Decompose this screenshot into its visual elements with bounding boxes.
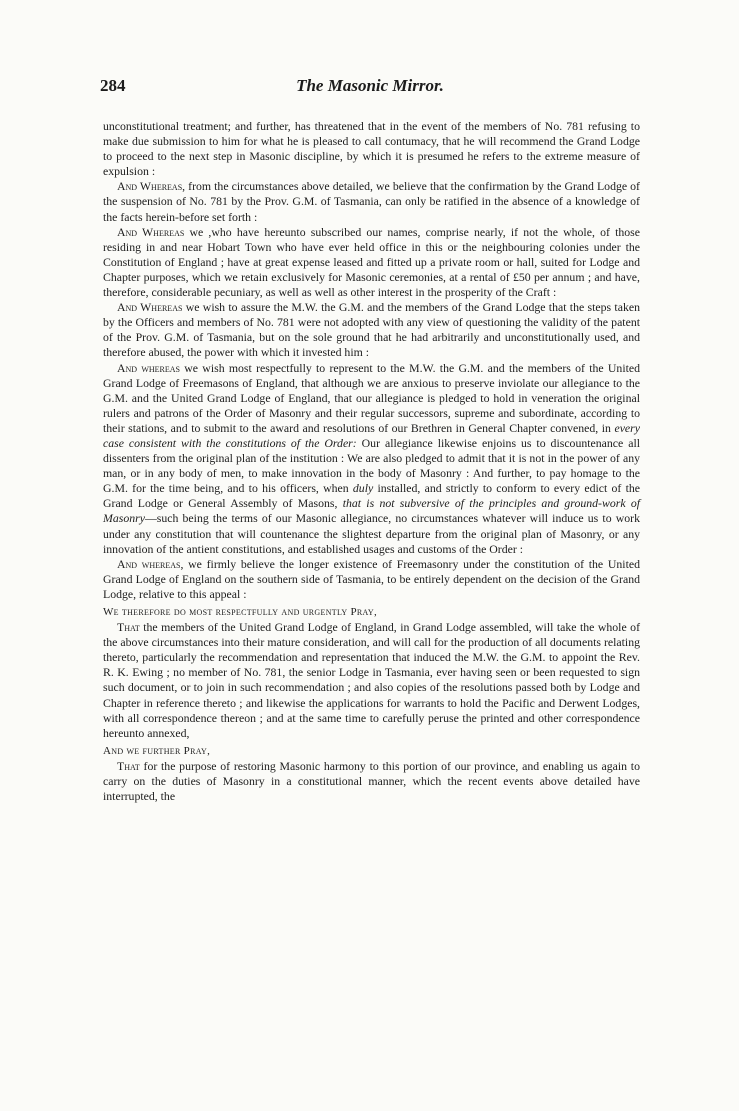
paragraph-3-text: we ,who have hereunto subscribed our names, comprise nearly, if not the whole, of those residing in and near Hobart Town who have ever held office in this or the neighbouring colonies under the Constitution of England ; have at great expense leased and fitted up a private room or hall, suited for Lodge and Chapter purposes, which we retain exclusively for Masonic ceremonies, at a rental of £50 per annum ; and have, therefore, considerable pecuniary, as well as well as other interest in the prosperity of the Craft : [103, 224, 640, 300]
paragraph-5-text-2: Our allegiance likewise enjoins us to discountenance all dissenters from the original plan of the institution : We are also pledged to admit that it is not in the power of any man, or in any body of men, to make innovation in the body of Masonry : And further, to pay homage to the G.M. for the time being, and to his officers, when [103, 435, 640, 496]
paragraph-3-lead: And Whereas [117, 224, 185, 239]
paragraph-5 [103, 361, 640, 557]
paragraph-4-text: we wish to assure the M.W. the G.M. and the members of the Grand Lodge that the steps taken by the Officers and members of No. 781 were not adopted with any view of questioning the validity of the patent of the Prov. G.M. of Tasmania, but on the sole ground that he had arbitrarily and unconstitutionally used, and therefore abused, the power with which it invested him : [103, 300, 640, 360]
paragraph-7-lead: That [117, 620, 140, 635]
running-title: The Masonic Mirror. [296, 76, 444, 95]
page-body [103, 119, 640, 804]
paragraph-7-text: the members of the United Grand Lodge of England, in Grand Lodge assembled, will take the whole of the above circumstances into their mature consideration, and will call for the production of all documents relating thereto, particularly the recommendation and representation that induced the M.W. the G.M. to appoint the Rev. R. K. Ewing ; no member of No. 781, the senior Lodge in Tasmania, ever having seen or been requested to sign such document, or to join in such recommendation ; and also copies of the resolutions passed both by Lodge and Chapter in reference thereto ; and likewise the applications for warrants to hold the Pacific and Derwent Lodges, with all correspondence thereon ; and at the same time to carefully peruse the printed and other correspondence hereunto annexed, [103, 620, 640, 740]
paragraph-1-text: unconstitutional treatment; and further, has threatened that in the event of the members of No. 781 refusing to make due submission to him for what he is pleased to call contumacy, that he will recommend the Grand Lodge to proceed to the next step in Masonic discipline, by which it is presumed he refers to the extreme measure of expulsion : [103, 119, 640, 179]
prayer-heading-2: And we further Pray, [103, 744, 211, 757]
paragraph-3 [103, 225, 640, 300]
paragraph-4 [103, 300, 640, 360]
paragraph-5-text-3: installed, and strictly to conform to every edict of the Grand Lodge or General Assembly of Masons, [103, 481, 640, 511]
paragraph-2 [103, 179, 640, 224]
paragraph-5-italic-1: every case consistent with the constitutions of the Order: [103, 420, 640, 450]
paragraph-5-lead: And whereas [117, 360, 181, 375]
paragraph-4-lead: And Whereas [117, 300, 183, 315]
page-header [100, 76, 640, 102]
prayer-heading-1: We therefore do most respectfully and urgently Pray, [103, 606, 377, 618]
paragraph-5-italic-2: duly [352, 481, 374, 496]
paragraph-5-text-4: —such being the terms of our Masonic allegiance, no circumstances whatever will induce us to work under any constitution that will countenance the slightest departure from the original plan of Masonry, or any innovation of the antient constitutions, and established usages and customs of the Order : [103, 511, 640, 556]
paragraph-1 [103, 119, 640, 179]
paragraph-2-lead: And Whereas, [117, 179, 186, 194]
paragraph-8 [103, 759, 640, 804]
paragraph-8-text: for the purpose of restoring Masonic harmony to this portion of our province, and enabling us again to carry on the duties of Masonry in a constitutional manner, which the recent events above detailed have interrupted, the [103, 758, 640, 804]
paragraph-6-text: we firmly believe the longer existence of Freemasonry under the constitution of the United Grand Lodge of England on the southern side of Tasmania, to be entirely dependent on the decision of the Grand Lodge, relative to this appeal : [103, 556, 640, 601]
paragraph-5-italic-3: that is not subversive of the principles and ground-work of Masonry [103, 496, 640, 526]
paragraph-5-text: we wish most respectfully to represent to the M.W. the G.M. and the members of the United Grand Lodge of Freemasons of England, that although we are anxious to preserve inviolate our allegiance to the G.M. and the United Grand Lodge of England, that our allegiance is pledged to hold in veneration the original rulers and patrons of the Order of Masonry and their regular successors, supreme and subordinate, according to their stations, and to submit to the award and resolutions of our Brethren in General Chapter convened, in [103, 360, 641, 435]
paragraph-2-text: from the circumstances above detailed, we believe that the confirmation by the Grand Lodge of the suspension of No. 781 by the Prov. G.M. of Tasmania, can only be ratified in the absence of a knowledge of the facts herein-before set forth : [103, 179, 640, 224]
paragraph-6 [103, 557, 640, 602]
page-number: 284 [100, 76, 126, 95]
paragraph-7 [103, 620, 640, 741]
paragraph-6-lead: And whereas, [117, 556, 184, 571]
paragraph-8-lead: That [117, 758, 140, 773]
